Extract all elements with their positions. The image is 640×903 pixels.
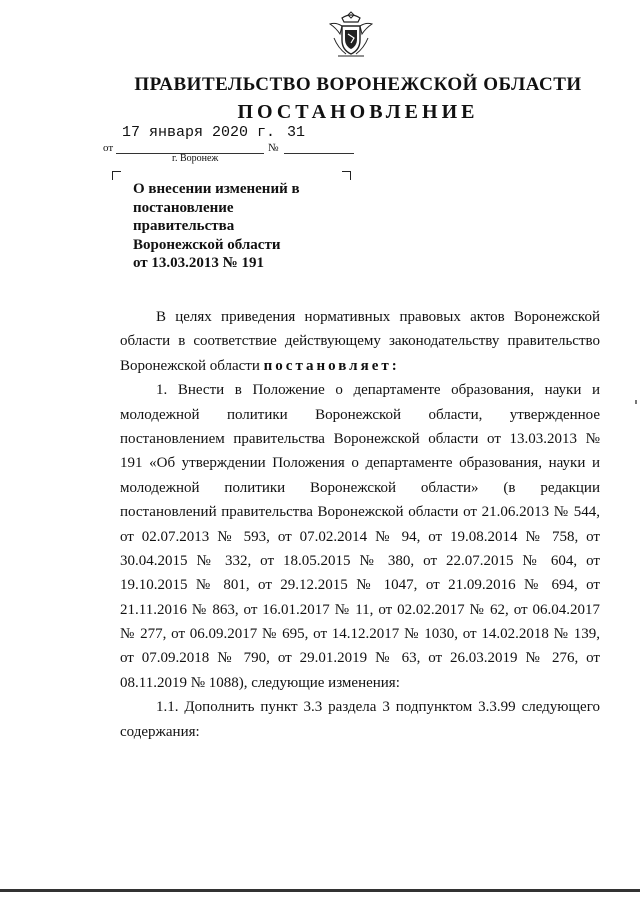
subject-line: от 13.03.2013 № 191	[133, 255, 264, 272]
resolves-keyword: постановляет:	[263, 357, 400, 374]
paragraph-line: постановлением правительства Воронежской области от 13.03.2013 №	[120, 430, 600, 447]
number-underline	[284, 153, 354, 154]
document-body	[120, 305, 600, 744]
paragraph-line: молодежной политики Воронежской области, утвержденное	[120, 406, 600, 423]
subject-line: О внесении изменений в	[133, 181, 300, 197]
corner-bracket-left	[112, 171, 121, 180]
paragraph-text: Воронежской области	[120, 357, 264, 374]
paragraph-line: 1.1. Дополнить пункт 3.3 раздела 3 подпунктом 3.3.99 следующего	[156, 699, 600, 716]
city-label: г. Воронеж	[172, 153, 219, 164]
paragraph-line	[120, 354, 600, 378]
paragraph-line: В целях приведения нормативных правовых актов Воронежской	[156, 309, 600, 325]
document-subject	[133, 180, 353, 273]
date-label: от	[103, 142, 114, 154]
paragraph-line: № 277, от 06.09.2017 № 695, от 14.12.2017 № 1030, от 14.02.2018 № 139,	[120, 626, 600, 643]
paragraph-line: 30.04.2015 № 332, от 18.05.2015 № 380, от 22.07.2015 № 604, от	[120, 552, 600, 569]
scan-mark	[635, 400, 637, 404]
document-type: ПОСТАНОВЛЕНИЕ	[237, 101, 479, 123]
paragraph-line: содержания:	[120, 723, 200, 740]
paragraph-line: 19.10.2015 № 801, от 29.12.2015 № 1047, от 21.09.2016 № 694, от	[120, 577, 600, 594]
paragraph-line: от 07.09.2018 № 790, от 29.01.2019 № 63, от 26.03.2019 № 276, от	[120, 650, 600, 667]
paragraph-line: постановлений правительства Воронежской области от 21.06.2013 № 544,	[120, 504, 600, 521]
corner-bracket-right	[342, 171, 351, 180]
paragraph-line: от 02.07.2013 № 593, от 07.02.2014 № 94, от 19.08.2014 № 758, от	[120, 528, 600, 545]
subject-line: правительства	[133, 218, 235, 235]
page-bottom-edge	[0, 889, 640, 892]
paragraph-line: 191 «Об утверждении Положения о департаменте образования, науки и	[120, 455, 600, 472]
paragraph-line: 21.11.2016 № 863, от 16.01.2017 № 11, от 02.02.2017 № 62, от 06.04.2017	[120, 601, 600, 618]
paragraph-line: молодежной политики Воронежской области» (в редакции	[120, 479, 600, 496]
paragraph-line: 1. Внести в Положение о департаменте образования, науки и	[156, 382, 600, 399]
coat-of-arms-icon	[328, 8, 374, 60]
government-title: ПРАВИТЕЛЬСТВО ВОРОНЕЖСКОЙ ОБЛАСТИ	[134, 74, 582, 95]
subject-line: постановление	[133, 199, 234, 216]
number-value: 31	[287, 124, 306, 141]
number-label: №	[268, 142, 279, 154]
date-value: 17 января 2020 г.	[122, 124, 276, 141]
subject-line: Воронежской области	[133, 236, 281, 253]
paragraph-line: 08.11.2019 № 1088), следующие изменения:	[120, 674, 400, 691]
paragraph-line: области в соответствие действующему законодательству правительство	[120, 333, 600, 350]
